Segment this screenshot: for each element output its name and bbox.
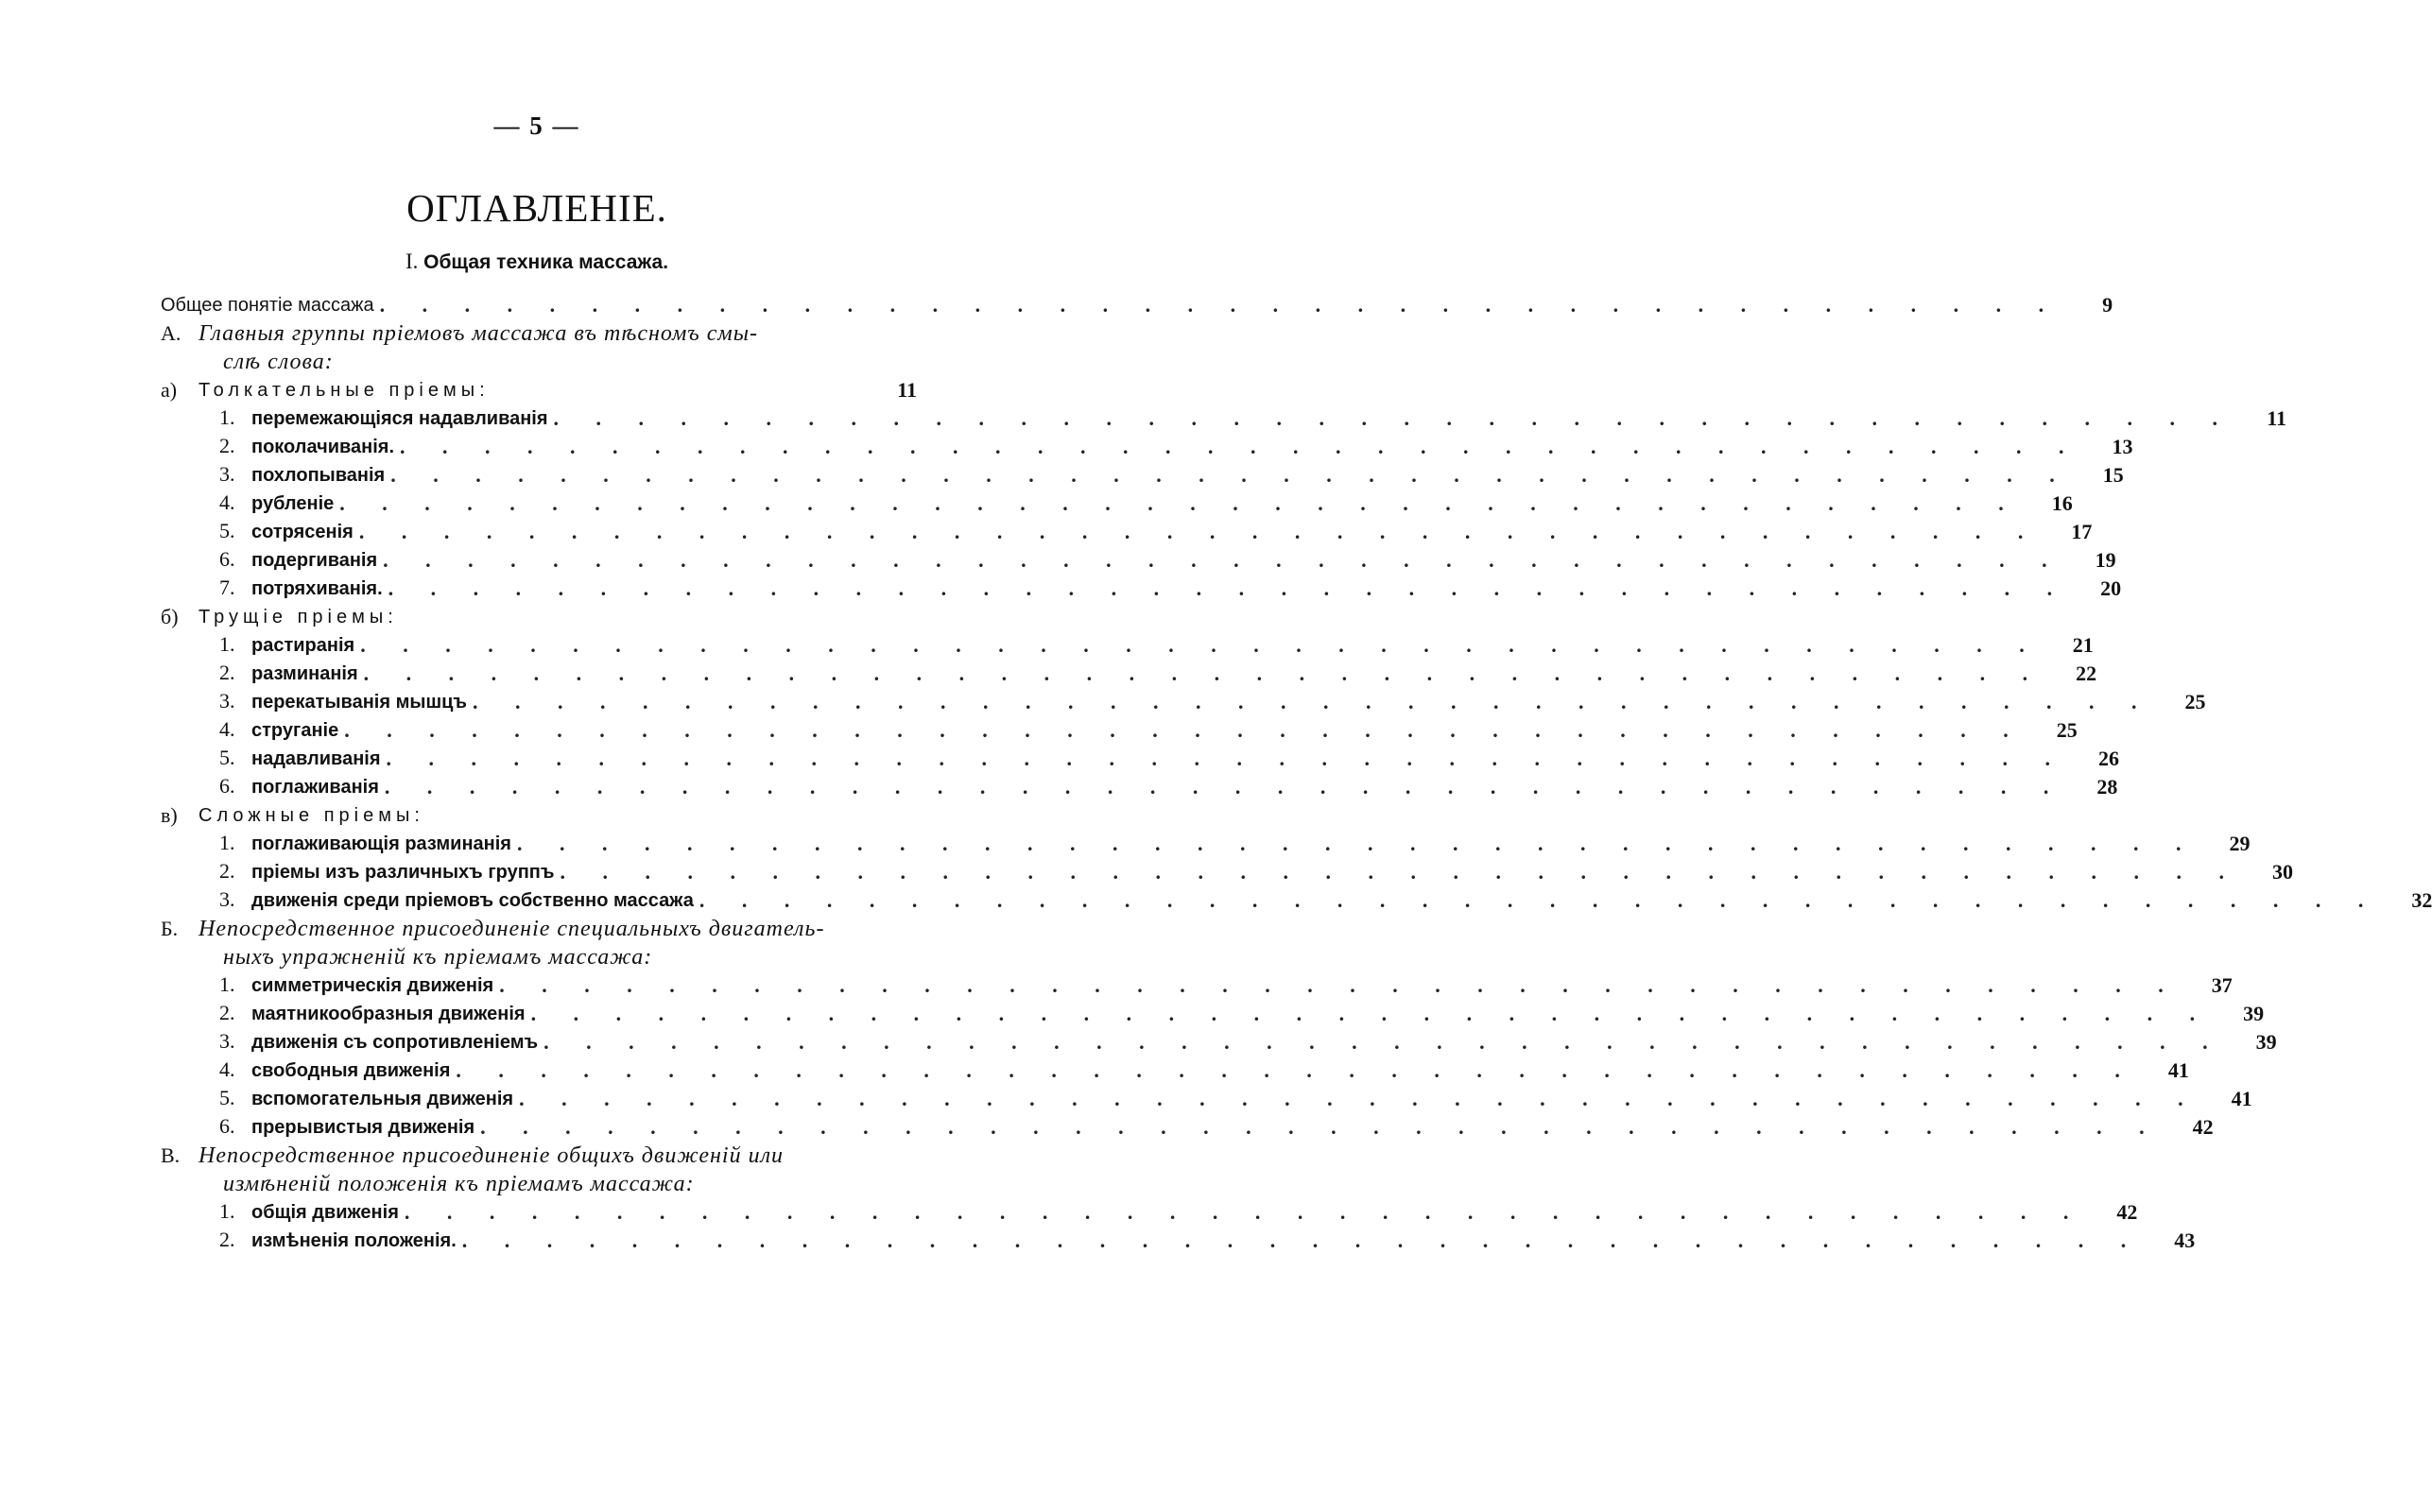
section-heading-b bbox=[161, 603, 917, 631]
entry-text bbox=[219, 1226, 457, 1255]
page-ref: 43 bbox=[2174, 1228, 2196, 1252]
entry-text bbox=[219, 829, 511, 858]
entry-number: 3. bbox=[219, 1029, 235, 1053]
group-title-line1: Главныя группы прiемовъ массажа въ тѣсномъ смы- bbox=[198, 321, 758, 346]
leader-dots: . . . . . . . . . . . . . . . . . . . . . . . . . . . . . . . . . . . . . . . . bbox=[480, 1115, 2161, 1139]
page-ref: 16 bbox=[2051, 491, 2073, 515]
entry-label: надавливанiя bbox=[251, 748, 381, 769]
page-ref: 15 bbox=[2102, 463, 2124, 487]
section-b-items bbox=[161, 631, 2206, 801]
leader-dots: . . . . . . . . . . . . . . . . . . . . . . . . . . . . . . . . . . . . . . . . bbox=[390, 463, 2071, 487]
toc-entry bbox=[161, 1085, 2252, 1113]
leader-dots: . . . . . . . . . . . . . . . . . . . . . . . . . . . . . . . . . . . . . . . . bbox=[499, 973, 2180, 997]
entry-number: 3. bbox=[219, 689, 235, 713]
entry-number: 2. bbox=[219, 661, 235, 684]
leader-dots: . . . . . . . . . . . . . . . . . . . . . . . . . . . . . . . . . . . . . . . . bbox=[530, 1002, 2212, 1025]
leader-dots: . . . . . . . . . . . . . . . . . . . . . . . . . . . . . . . . . . . . . . . . bbox=[699, 888, 2380, 912]
leader-dots: . . . . . . . . . . . . . . . . . . . . . . . . . . . . . . . . . . . . . . . . bbox=[516, 832, 2198, 855]
section-mark: а) bbox=[161, 378, 178, 402]
group-heading-c-cont bbox=[161, 1170, 917, 1198]
toc-entry-general bbox=[161, 291, 2113, 319]
entry-text bbox=[219, 574, 383, 603]
toc-entry bbox=[161, 1227, 2196, 1255]
entry-label: струганiе bbox=[251, 720, 339, 741]
leader-dots: . . . . . . . . . . . . . . . . . . . . . . . . . . . . . . . . . . . . . . . . bbox=[404, 1200, 2085, 1224]
entry-label: свободныя движенiя bbox=[251, 1060, 451, 1081]
group-title-line2: слѣ слова: bbox=[223, 350, 334, 374]
group-b-items bbox=[161, 971, 2277, 1142]
toc-entry bbox=[161, 1113, 2214, 1142]
toc-entry bbox=[161, 490, 2073, 518]
entry-number: 2. bbox=[219, 859, 235, 883]
entry-label: прiемы изъ различныхъ группъ bbox=[251, 862, 555, 883]
page-ref: 11 bbox=[2267, 406, 2287, 430]
group-heading-b bbox=[161, 915, 917, 943]
section-mark: б) bbox=[161, 605, 179, 628]
page-ref: 17 bbox=[2071, 520, 2093, 543]
toc-entry bbox=[161, 575, 2122, 603]
toc-entry bbox=[161, 688, 2206, 716]
entry-number: 1. bbox=[219, 1199, 235, 1223]
entry-number: 4. bbox=[219, 490, 235, 514]
entry-text bbox=[219, 517, 354, 546]
entry-number: 1. bbox=[219, 632, 235, 656]
page-ref: 21 bbox=[2072, 633, 2094, 657]
entry-number: 6. bbox=[219, 547, 235, 571]
page-ref: 42 bbox=[2116, 1200, 2138, 1224]
page-ref: 28 bbox=[2096, 775, 2118, 799]
toc-entry bbox=[161, 660, 2097, 688]
toc-entry bbox=[161, 830, 2251, 858]
entry-text bbox=[219, 489, 334, 518]
leader-dots: . . . . . . . . . . . . . . . . . . . . . . . . . . . . . . . . . . . . . . . . bbox=[344, 718, 2025, 742]
leader-dots: . . . . . . . . . . . . . . . . . . . . . . . . . . . . . . . . . . . . . . . . bbox=[519, 1087, 2199, 1110]
entry-label: рубленiе bbox=[251, 493, 335, 514]
toc-entry bbox=[161, 773, 2118, 801]
leader-dots: . . . . . . . . . . . . . . . . . . . . . . . . . . . . . . . . . . . . . . . . bbox=[379, 293, 2061, 317]
page-ref: 25 bbox=[2056, 718, 2078, 742]
section-mark: в) bbox=[161, 803, 178, 827]
page-ref: 29 bbox=[2229, 832, 2251, 855]
group-heading-b-cont bbox=[161, 943, 917, 971]
entry-number: 4. bbox=[219, 717, 235, 741]
page-ref: 9 bbox=[2102, 293, 2113, 317]
leader-dots: . . . . . . . . . . . . . . . . . . . . . . . . . . . . . . . . . . . . . . . . bbox=[461, 1228, 2143, 1252]
page-ref: 19 bbox=[2095, 548, 2116, 572]
toc-title: ОГЛАВЛЕНIЕ. bbox=[406, 186, 667, 230]
entry-number: 2. bbox=[219, 1228, 235, 1251]
leader-dots: . . . . . . . . . . . . . . . . . . . . . . . . . . . . . . . . . . . . . . . . bbox=[456, 1058, 2136, 1082]
leader-dots: . . . . . . . . . . . . . . . . . . . . . . . . . . . . . . . . . . . . . . . . bbox=[384, 775, 2065, 799]
entry-label: сотрясенiя bbox=[251, 522, 354, 542]
toc-entry bbox=[161, 716, 2078, 745]
entry-number: 3. bbox=[219, 462, 235, 486]
entry-label: поглаживанiя bbox=[251, 777, 379, 798]
table-of-contents bbox=[161, 291, 2432, 1255]
toc-entry bbox=[161, 1028, 2277, 1057]
page-ref: 41 bbox=[2231, 1087, 2252, 1110]
entry-text bbox=[219, 545, 377, 575]
toc-entry bbox=[161, 518, 2093, 546]
section-title: Толкательные прiемы: bbox=[198, 380, 490, 401]
entry-number: 3. bbox=[219, 887, 235, 911]
entry-number: 1. bbox=[219, 831, 235, 854]
page-ref: 20 bbox=[2100, 576, 2122, 600]
entry-number: 1. bbox=[219, 405, 235, 429]
page-ref: 25 bbox=[2184, 690, 2206, 713]
entry-label: похлопыванiя bbox=[251, 465, 386, 486]
entry-number: 2. bbox=[219, 434, 235, 457]
entry-text bbox=[219, 659, 358, 688]
entry-text bbox=[219, 772, 379, 801]
leader-dots: . . . . . . . . . . . . . . . . . . . . . . . . . . . . . . . . . . . . . . . . bbox=[360, 633, 2041, 657]
entry-label: разминанiя bbox=[251, 663, 358, 684]
entry-label: движенiя съ сопротивленiемъ bbox=[251, 1032, 539, 1053]
entry-number: 2. bbox=[219, 1001, 235, 1024]
toc-entry bbox=[161, 858, 2293, 886]
toc-entry bbox=[161, 886, 2432, 915]
page-number: — 5 — bbox=[493, 112, 580, 140]
part-number: I. bbox=[405, 249, 419, 273]
page-ref: 41 bbox=[2167, 1058, 2189, 1082]
entry-number: 7. bbox=[219, 576, 235, 599]
leader-dots: . . . . . . . . . . . . . . . . . . . . . . . . . . . . . . . . . . . . . . . . bbox=[383, 548, 2063, 572]
leader-dots: . . . . . . . . . . . . . . . . . . . . . . . . . . . . . . . . . . . . . . . . bbox=[388, 576, 2069, 600]
entry-label: маятникообразныя движенiя bbox=[251, 1004, 526, 1024]
leader-dots: . . . . . . . . . . . . . . . . . . . . . . . . . . . . . . . . . . . . . . . . bbox=[386, 747, 2067, 770]
leader-dots: . . . . . . . . . . . . . . . . . . . . . . . . . . . . . . . . . . . . . . . . bbox=[339, 491, 2020, 515]
group-heading-c bbox=[161, 1142, 917, 1170]
leader-dots: . . . . . . . . . . . . . . . . . . . . . . . . . . . . . . . . . . . . . . . . bbox=[553, 406, 2234, 430]
section-c-items bbox=[161, 830, 2432, 915]
leader-dots: . . . . . . . . . . . . . . . . . . . . . . . . . . . . . . . . . . . . . . . . bbox=[363, 662, 2044, 685]
entry-label: Общее понятiе массажа bbox=[161, 295, 374, 316]
entry-text bbox=[219, 885, 694, 915]
toc-entry bbox=[161, 404, 2287, 433]
section-title: Сложные прiемы: bbox=[198, 805, 424, 826]
toc-entry bbox=[161, 1057, 2189, 1085]
group-title-line1: Непосредственное присоединенiе общихъ движенiй или bbox=[198, 1143, 785, 1168]
group-c-items bbox=[161, 1198, 2196, 1255]
section-heading-a bbox=[161, 376, 917, 404]
entry-number: 6. bbox=[219, 1114, 235, 1138]
entry-text bbox=[219, 1084, 513, 1113]
group-heading-a-cont bbox=[161, 348, 917, 376]
entry-label: растиранiя bbox=[251, 635, 355, 656]
toc-entry bbox=[161, 546, 2116, 575]
entry-label: подергиванiя bbox=[251, 550, 378, 571]
section-title: Трущiе прiемы: bbox=[198, 607, 398, 627]
toc-entry bbox=[161, 971, 2233, 1000]
entry-text bbox=[219, 1056, 450, 1085]
entry-text bbox=[219, 857, 554, 886]
entry-number: 5. bbox=[219, 746, 235, 769]
leader-dots: . . . . . . . . . . . . . . . . . . . . . . . . . . . . . . . . . . . . . . . . bbox=[358, 520, 2040, 543]
entry-label: поколачиванiя. bbox=[251, 437, 395, 457]
entry-text bbox=[219, 971, 493, 1000]
entry-number: 1. bbox=[219, 972, 235, 996]
entry-label: движенiя среди прiемовъ собственно массажа bbox=[251, 890, 694, 911]
leader-dots: . . . . . . . . . . . . . . . . . . . . . . . . . . . . . . . . . . . . . . . . bbox=[400, 435, 2080, 458]
group-heading-a bbox=[161, 319, 917, 348]
entry-number: 4. bbox=[219, 1057, 235, 1081]
entry-text bbox=[219, 999, 526, 1028]
toc-entry bbox=[161, 1000, 2265, 1028]
leader-dots: . . . . . . . . . . . . . . . . . . . . . . . . . . . . . . . . . . . . . . . . bbox=[543, 1030, 2224, 1054]
toc-entry bbox=[161, 631, 2094, 660]
group-mark: В. bbox=[161, 1143, 181, 1167]
entry-number: 5. bbox=[219, 519, 235, 542]
toc-entry bbox=[161, 433, 2133, 461]
section-a-items bbox=[161, 404, 2287, 603]
page-ref: 32 bbox=[2411, 888, 2432, 912]
page-ref: 11 bbox=[897, 378, 917, 402]
entry-text bbox=[219, 404, 548, 433]
entry-label: потряхиванiя. bbox=[251, 578, 383, 599]
group-title-line1: Непосредственное присоединенiе специальныхъ двигатель- bbox=[198, 917, 825, 941]
toc-entry bbox=[161, 461, 2124, 490]
page-ref: 22 bbox=[2076, 662, 2097, 685]
entry-label: общiя движенiя bbox=[251, 1202, 399, 1223]
page-ref: 39 bbox=[2255, 1030, 2277, 1054]
entry-label: измѣненiя положенiя. bbox=[251, 1230, 457, 1251]
page-ref: 37 bbox=[2211, 973, 2233, 997]
toc-entry bbox=[161, 745, 2120, 773]
entry-text bbox=[219, 715, 338, 745]
toc-entry bbox=[161, 1198, 2138, 1227]
entry-text bbox=[219, 432, 394, 461]
entry-text bbox=[219, 1112, 474, 1142]
group-title-line2: измѣненiй положенiя къ прiемамъ массажа: bbox=[223, 1172, 695, 1196]
page-ref: 13 bbox=[2112, 435, 2133, 458]
page-ref: 42 bbox=[2192, 1115, 2214, 1139]
part-name: Общая техника массажа. bbox=[423, 251, 669, 273]
section-heading-c bbox=[161, 801, 917, 830]
entry-label: поглаживающiя разминанiя bbox=[251, 833, 511, 854]
entry-label: прерывистыя движенiя bbox=[251, 1117, 475, 1138]
entry-text bbox=[219, 460, 385, 490]
page-ref: 26 bbox=[2098, 747, 2120, 770]
entry-text bbox=[219, 1197, 399, 1227]
entry-number: 5. bbox=[219, 1086, 235, 1109]
entry-label: вспомогательныя движенiя bbox=[251, 1089, 514, 1109]
entry-text bbox=[219, 630, 354, 660]
entry-text bbox=[219, 744, 381, 773]
group-mark: Б. bbox=[161, 917, 179, 940]
leader-dots: . . . . . . . . . . . . . . . . . . . . . . . . . . . . . . . . . . . . . . . . bbox=[560, 860, 2240, 884]
leader-dots: . . . . . . . . . . . . . . . . . . . . . . . . . . . . . . . . . . . . . . . . bbox=[473, 690, 2153, 713]
page-ref: 39 bbox=[2243, 1002, 2265, 1025]
entry-number: 6. bbox=[219, 774, 235, 798]
group-mark: А. bbox=[161, 321, 181, 345]
entry-label: перекатыванiя мышцъ bbox=[251, 692, 467, 713]
entry-label: симметрическiя движенiя bbox=[251, 975, 494, 996]
part-title bbox=[0, 249, 1074, 274]
entry-label: перемежающiяся надавливанiя bbox=[251, 408, 548, 429]
entry-text bbox=[219, 687, 467, 716]
entry-text bbox=[219, 1027, 538, 1057]
group-title-line2: ныхъ упражненiй къ прiемамъ массажа: bbox=[223, 945, 653, 970]
page-ref: 30 bbox=[2271, 860, 2293, 884]
